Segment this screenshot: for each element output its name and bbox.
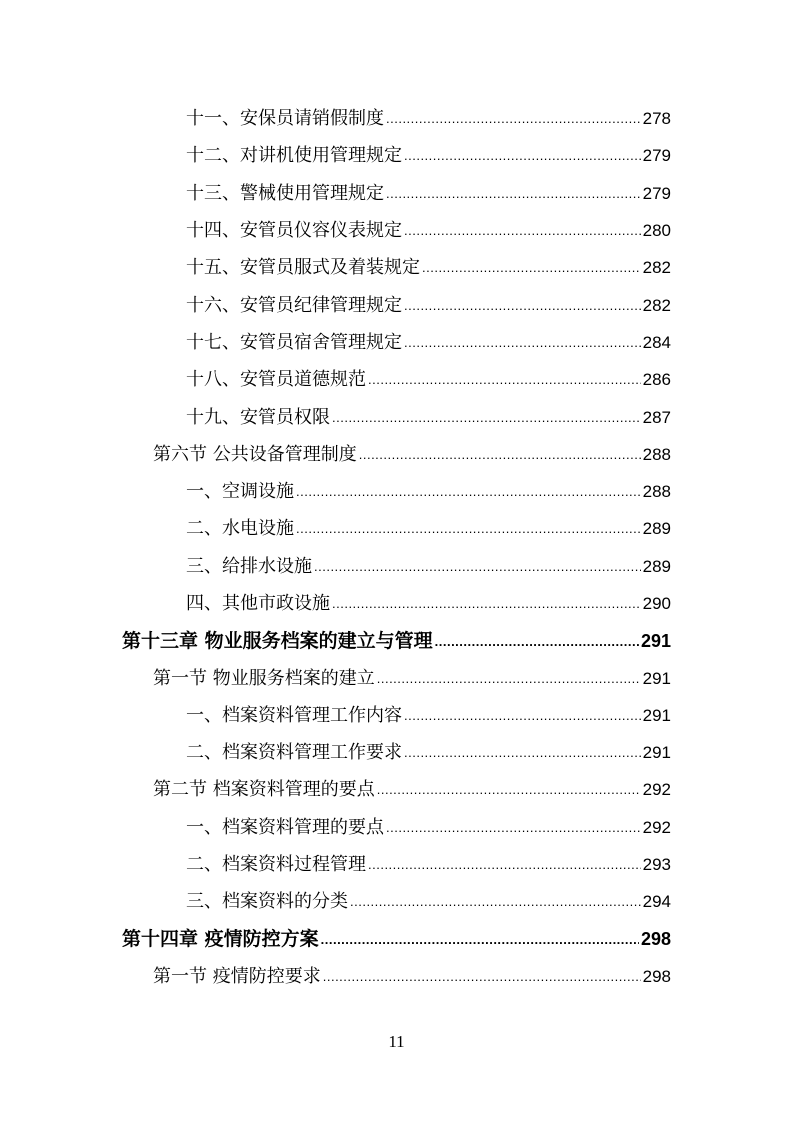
toc-entry-title: 第一节 疫情防控要求 bbox=[153, 965, 321, 987]
toc-entry-page: 291 bbox=[640, 630, 671, 651]
toc-entry-title: 第一节 物业服务档案的建立 bbox=[153, 667, 375, 689]
toc-line bbox=[186, 592, 671, 617]
toc-entry-title: 四、其他市政设施 bbox=[186, 593, 330, 614]
dot-leader bbox=[404, 294, 641, 318]
dot-leader bbox=[386, 816, 641, 840]
toc-entry[interactable] bbox=[0, 213, 793, 250]
toc-line bbox=[186, 294, 671, 319]
dot-leader bbox=[368, 853, 641, 877]
toc-entry[interactable] bbox=[0, 474, 793, 511]
toc-entry-page: 282 bbox=[642, 295, 671, 315]
toc-entry-title: 十八、安管员道德规范 bbox=[186, 369, 366, 391]
toc-line bbox=[186, 741, 671, 766]
toc-line bbox=[153, 778, 671, 803]
dot-leader bbox=[404, 741, 641, 765]
toc-line bbox=[186, 704, 671, 729]
toc-line bbox=[186, 406, 671, 431]
toc-entry-title: 二、档案资料管理工作要求 bbox=[186, 742, 402, 764]
toc-chapter-entry[interactable] bbox=[0, 922, 793, 959]
toc-entry[interactable] bbox=[0, 549, 793, 586]
toc-entry[interactable] bbox=[0, 586, 793, 623]
toc-entry[interactable] bbox=[0, 250, 793, 287]
dot-leader bbox=[323, 965, 641, 989]
toc-entry[interactable] bbox=[0, 847, 793, 884]
dot-leader bbox=[377, 667, 641, 691]
toc-entry[interactable] bbox=[0, 399, 793, 436]
toc-entry[interactable] bbox=[0, 698, 793, 735]
toc-entry-page: 289 bbox=[642, 519, 671, 539]
toc-line bbox=[186, 853, 671, 878]
dot-leader bbox=[350, 890, 641, 914]
toc-line bbox=[186, 144, 671, 169]
toc-entry-page: 293 bbox=[642, 855, 671, 875]
dot-leader bbox=[359, 443, 641, 467]
toc-entry-page: 279 bbox=[642, 146, 671, 166]
toc-entry[interactable] bbox=[0, 287, 793, 324]
toc-entry-title: 十四、安管员仪容仪表规定 bbox=[186, 220, 402, 242]
toc-line bbox=[122, 629, 671, 655]
toc-entry-page: 298 bbox=[642, 966, 671, 986]
toc-entry-title: 十二、对讲机使用管理规定 bbox=[186, 145, 402, 167]
toc-entry-title: 十五、安管员服式及着装规定 bbox=[186, 257, 420, 279]
toc-line bbox=[186, 331, 671, 356]
toc-entry-page: 291 bbox=[642, 668, 671, 688]
toc-entry-page: 288 bbox=[642, 482, 671, 502]
toc-entry[interactable] bbox=[0, 325, 793, 362]
toc-entry-title: 三、给排水设施 bbox=[186, 555, 312, 577]
dot-leader bbox=[314, 555, 641, 579]
toc-line bbox=[186, 219, 671, 244]
toc-entry-title: 三、档案资料的分类 bbox=[186, 891, 348, 913]
dot-leader bbox=[422, 256, 641, 280]
toc-entry-title: 二、水电设施 bbox=[186, 518, 294, 540]
toc-entry-title: 十一、安保员请销假制度 bbox=[186, 108, 384, 130]
toc-chapter-entry[interactable] bbox=[0, 623, 793, 660]
toc-entry[interactable] bbox=[0, 362, 793, 399]
toc-entry[interactable] bbox=[0, 101, 793, 138]
toc-entry-page: 278 bbox=[642, 109, 671, 129]
toc-entry-page: 286 bbox=[642, 370, 671, 390]
toc-entry-page: 292 bbox=[642, 817, 671, 837]
toc-entry-page: 294 bbox=[642, 892, 671, 912]
toc-entry-page: 291 bbox=[642, 705, 671, 725]
toc-line bbox=[186, 182, 671, 207]
toc-entry-title: 第六节 公共设备管理制度 bbox=[153, 443, 357, 465]
dot-leader bbox=[404, 704, 641, 728]
toc-entry-title: 十七、安管员宿舍管理规定 bbox=[186, 331, 402, 353]
toc-entry-page: 288 bbox=[642, 444, 671, 464]
toc-entry-title: 第十四章 疫情防控方案 bbox=[122, 928, 319, 951]
toc-entry-title: 十九、安管员权限 bbox=[186, 406, 330, 428]
toc-entry-title: 一、档案资料管理的要点 bbox=[186, 816, 384, 838]
toc-line bbox=[186, 480, 671, 505]
toc-entry-title: 二、档案资料过程管理 bbox=[186, 854, 366, 876]
toc-line bbox=[122, 927, 671, 953]
toc-entry-page: 298 bbox=[640, 929, 671, 950]
toc-entry-page: 289 bbox=[642, 556, 671, 576]
toc-section-entry[interactable] bbox=[0, 437, 793, 474]
dot-leader bbox=[332, 406, 641, 430]
toc-entry[interactable] bbox=[0, 735, 793, 772]
toc-section-entry[interactable] bbox=[0, 772, 793, 809]
toc-entry-page: 282 bbox=[642, 258, 671, 278]
toc-line bbox=[153, 965, 671, 990]
toc-section-entry[interactable] bbox=[0, 660, 793, 697]
toc-entry-title: 十六、安管员纪律管理规定 bbox=[186, 294, 402, 316]
toc-entry-page: 284 bbox=[642, 332, 671, 352]
dot-leader bbox=[377, 778, 641, 802]
toc-line bbox=[153, 667, 671, 692]
toc-entry-page: 291 bbox=[642, 743, 671, 763]
dot-leader bbox=[404, 144, 641, 168]
toc-entry[interactable] bbox=[0, 810, 793, 847]
toc-entry-title: 十三、警械使用管理规定 bbox=[186, 182, 384, 204]
toc-line bbox=[186, 890, 671, 915]
toc-entry[interactable] bbox=[0, 884, 793, 921]
toc-line bbox=[186, 517, 671, 542]
dot-leader bbox=[404, 219, 641, 243]
page-number: 11 bbox=[388, 1032, 405, 1051]
toc-entry-title: 一、档案资料管理工作内容 bbox=[186, 704, 402, 726]
dot-leader bbox=[435, 630, 639, 654]
toc-entry-title: 第十三章 物业服务档案的建立与管理 bbox=[122, 629, 433, 652]
toc-line bbox=[153, 443, 671, 468]
toc-entry-page: 280 bbox=[642, 221, 671, 241]
toc-entry[interactable] bbox=[0, 511, 793, 548]
toc-line bbox=[186, 368, 671, 393]
toc-line bbox=[186, 816, 671, 841]
toc-line bbox=[186, 555, 671, 580]
toc-line bbox=[186, 107, 671, 132]
dot-leader bbox=[321, 928, 639, 952]
dot-leader bbox=[296, 517, 641, 541]
toc-entry-title: 一、空调设施 bbox=[186, 481, 294, 503]
dot-leader bbox=[368, 368, 641, 392]
toc-section-entry[interactable] bbox=[0, 959, 793, 996]
table-of-contents bbox=[0, 101, 793, 996]
toc-line bbox=[186, 256, 671, 281]
dot-leader bbox=[386, 107, 641, 131]
dot-leader bbox=[386, 182, 641, 206]
toc-entry[interactable] bbox=[0, 176, 793, 213]
dot-leader bbox=[296, 480, 641, 504]
toc-entry-page: 279 bbox=[642, 183, 671, 203]
toc-entry-page: 292 bbox=[642, 780, 671, 800]
toc-entry[interactable] bbox=[0, 138, 793, 175]
toc-entry-page: 287 bbox=[642, 407, 671, 427]
toc-entry-title: 第二节 档案资料管理的要点 bbox=[153, 779, 375, 801]
dot-leader bbox=[404, 331, 641, 355]
toc-entry-page: 290 bbox=[642, 594, 671, 613]
dot-leader bbox=[332, 592, 641, 616]
